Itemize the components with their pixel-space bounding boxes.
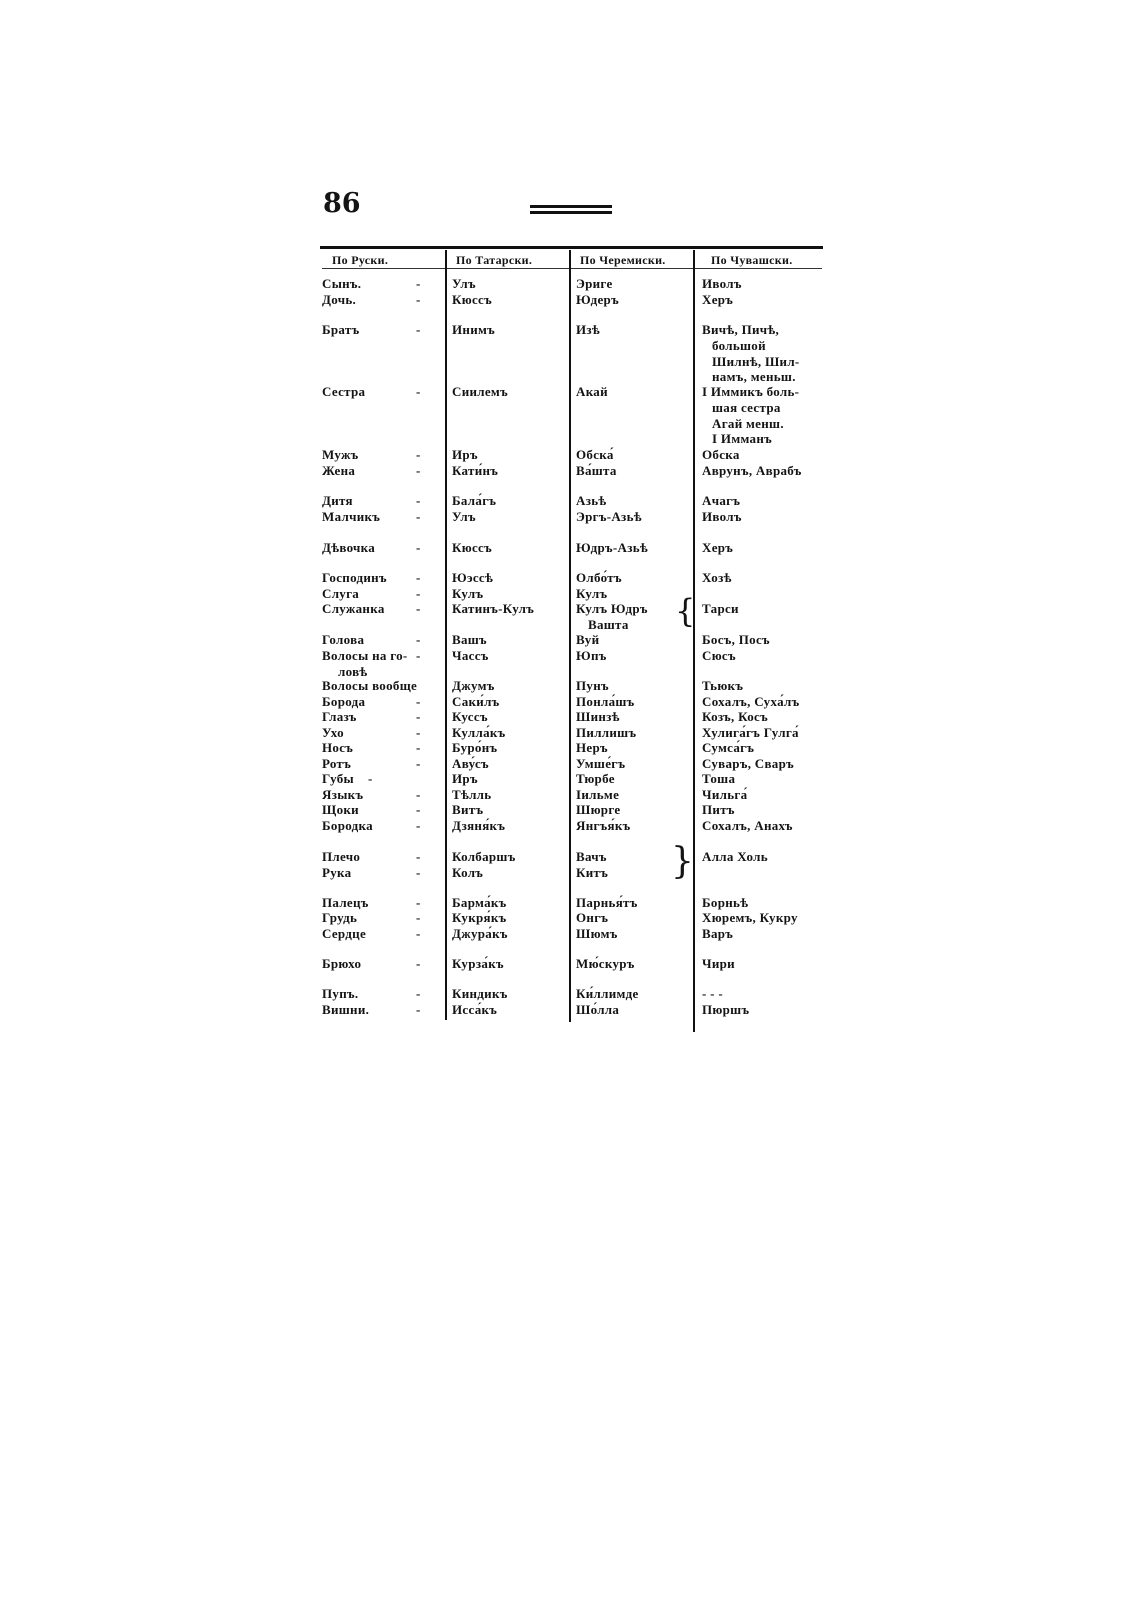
row-4-chuvash-line-4: I Имманъ (712, 431, 773, 447)
row-16-chuvash: Сохалъ, Суха́лъ (702, 694, 800, 709)
row-24-cheremis: Янгъя́къ (576, 818, 631, 833)
row-32-chuvash: Пюршъ (702, 1002, 750, 1017)
row-28-cheremis: Онгъ (576, 910, 609, 925)
row-12-chuvash: Тарси (702, 601, 739, 616)
row-14-chuvash: Сюсъ (702, 648, 736, 663)
row-2-russian: Дочь. (322, 292, 357, 307)
row-27-dash: - (416, 895, 421, 910)
row-3-cheremis: Изѣ (576, 322, 601, 337)
row-16-cheremis: Понла́шъ (576, 694, 635, 709)
row-24-dash: - (416, 818, 421, 833)
row-8-chuvash: Иволъ (702, 509, 742, 524)
row-6-tatar: Кати́нъ (452, 463, 499, 478)
row-1-chuvash: Иволъ (702, 276, 742, 291)
row-25-cheremis: Вачъ (576, 849, 607, 864)
row-27-russian: Палецъ (322, 895, 369, 910)
row-26-cheremis: Китъ (576, 865, 609, 880)
row-23-dash: - (416, 802, 421, 817)
row-22-tatar: Тѣлль (452, 787, 492, 802)
row-28-tatar: Кукря́къ (452, 910, 507, 925)
row-20-cheremis: Умше́гъ (576, 756, 626, 771)
row-32-dash: - (416, 1002, 421, 1017)
row-31-dash: - (416, 986, 421, 1001)
row-30-dash: - (416, 956, 421, 971)
row-22-dash: - (416, 787, 421, 802)
row-21-russian: Губы (322, 771, 354, 786)
header-ornament-line-bottom (530, 211, 612, 214)
row-14-dash: - (416, 648, 421, 663)
row-31-chuvash: - - - (702, 986, 723, 1001)
row-13-dash: - (416, 632, 421, 647)
row-9-tatar: Кюссъ (452, 540, 492, 555)
row-17-cheremis: Шинзѣ (576, 709, 620, 724)
row-10-dash: - (416, 570, 421, 585)
row-31-tatar: Киндикъ (452, 986, 508, 1001)
row-18-dash: - (416, 725, 421, 740)
row-15-cheremis: Пунъ (576, 678, 609, 693)
row-4-dash: - (416, 384, 421, 399)
page-number: 86 (323, 188, 361, 219)
row-14-russian-line-1: Волосы на го- (322, 648, 408, 663)
row-12-cheremis-line-2: Вашта (588, 616, 629, 632)
row-3-chuvash-line-2: большой (712, 337, 766, 353)
row-14-cheremis: Юпъ (576, 648, 607, 663)
row-21-cheremis: Тюрбе (576, 771, 615, 786)
row-32-cheremis: Шо́лла (576, 1002, 620, 1017)
row-8-russian: Малчикъ (322, 509, 381, 524)
row-26-russian: Рука (322, 865, 352, 880)
row-5-cheremis: Обска́ (576, 447, 614, 462)
row-21-tatar: Иръ (452, 771, 478, 786)
row-2-chuvash: Херъ (702, 292, 734, 307)
row-29-cheremis: Шюмъ (576, 926, 618, 941)
row-18-russian: Ухо (322, 725, 344, 740)
row-8-tatar: Улъ (452, 509, 476, 524)
row-3-chuvash-line-3: Шилнѣ, Шил- (712, 353, 800, 369)
row-29-dash: - (416, 926, 421, 941)
row-15-tatar: Джумъ (452, 678, 495, 693)
row-30-chuvash: Чири (702, 956, 735, 971)
row-11-cheremis: Кулъ (576, 586, 608, 601)
row-7-tatar: Бала́гъ (452, 493, 497, 508)
row-2-dash: - (416, 292, 421, 307)
row-4-russian: Сестра (322, 384, 366, 399)
row-16-tatar: Саки́лъ (452, 694, 500, 709)
row-26-tatar: Колъ (452, 865, 484, 880)
servant-group-brace: { (675, 592, 696, 630)
row-26-dash: - (416, 865, 421, 880)
row-10-russian: Господинъ (322, 570, 387, 585)
row-12-cheremis-line-1: Кулъ Юдръ (576, 601, 648, 616)
column-header-chuvash: По Чувашски. (711, 253, 793, 267)
row-7-russian: Дитя (322, 493, 353, 508)
row-11-russian: Слуга (322, 586, 360, 601)
row-7-cheremis: Азьѣ (576, 493, 607, 508)
row-28-russian: Грудь (322, 910, 358, 925)
row-29-russian: Сердце (322, 926, 367, 941)
row-30-tatar: Курза́къ (452, 956, 504, 971)
row-30-russian: Брюхо (322, 956, 362, 971)
row-1-russian: Сынъ. (322, 276, 362, 291)
row-20-dash: - (416, 756, 421, 771)
row-3-tatar: Инимъ (452, 322, 496, 337)
row-1-dash: - (416, 276, 421, 291)
row-29-tatar: Джура́къ (452, 926, 508, 941)
row-28-chuvash: Хюремъ, Кукру (702, 910, 798, 925)
row-19-dash: - (416, 740, 421, 755)
row-10-tatar: Юэссѣ (452, 570, 494, 585)
row-32-tatar: Исса́къ (452, 1002, 498, 1017)
row-31-cheremis: Ки́ллимде (576, 986, 639, 1001)
row-27-chuvash: Борньѣ (702, 895, 749, 910)
row-23-tatar: Витъ (452, 802, 484, 817)
row-5-chuvash: Обска (702, 447, 740, 462)
row-22-cheremis: Іильме (576, 787, 620, 802)
row-3-russian: Братъ (322, 322, 360, 337)
row-6-russian: Жена (322, 463, 356, 478)
row-4-cheremis: Акай (576, 384, 608, 399)
row-9-chuvash: Херъ (702, 540, 734, 555)
table-top-rule (320, 246, 823, 249)
column-divider-3 (693, 250, 695, 1032)
row-18-chuvash: Хулига́гъ Гулга́ (702, 725, 799, 740)
row-1-tatar: Улъ (452, 276, 476, 291)
row-15-chuvash: Тьюкъ (702, 678, 744, 693)
row-24-chuvash: Сохалъ, Анахъ (702, 818, 793, 833)
row-30-cheremis: Мю́скуръ (576, 956, 635, 971)
row-28-dash: - (416, 910, 421, 925)
row-6-dash: - (416, 463, 421, 478)
column-divider-2 (569, 250, 571, 1022)
row-18-cheremis: Пиллишъ (576, 725, 637, 740)
row-32-russian: Вишни. (322, 1002, 370, 1017)
row-13-tatar: Вашъ (452, 632, 487, 647)
row-19-chuvash: Сумса́гъ (702, 740, 755, 755)
row-23-cheremis: Шюрге (576, 802, 621, 817)
row-3-chuvash-line-4: намъ, меньш. (712, 369, 796, 385)
row-7-chuvash: Ачагъ (702, 493, 741, 508)
row-20-tatar: Аву́съ (452, 756, 489, 771)
row-9-cheremis: Юдръ-Азьѣ (576, 540, 649, 555)
row-9-dash: - (416, 540, 421, 555)
row-2-cheremis: Юдеръ (576, 292, 619, 307)
row-25-russian: Плечо (322, 849, 361, 864)
row-8-dash: - (416, 509, 421, 524)
row-16-russian: Борода (322, 694, 366, 709)
row-7-dash: - (416, 493, 421, 508)
row-6-chuvash: Аврунъ, Аврабъ (702, 463, 802, 478)
column-header-russian: По Руски. (332, 253, 389, 267)
row-25-chuvash: Алла Холь (702, 849, 768, 864)
row-9-russian: Дѣвочка (322, 540, 376, 555)
row-13-russian: Голова (322, 632, 365, 647)
row-21-chuvash: Тоша (702, 771, 736, 786)
row-4-chuvash-line-2: шая сестра (712, 399, 781, 415)
row-23-russian: Щоки (322, 802, 359, 817)
row-25-tatar: Колбаршъ (452, 849, 516, 864)
row-27-tatar: Барма́къ (452, 895, 507, 910)
row-10-cheremis: Олбо́тъ (576, 570, 622, 585)
row-31-russian: Пупъ. (322, 986, 359, 1001)
row-22-russian: Языкъ (322, 787, 364, 802)
row-3-dash: - (416, 322, 421, 337)
row-20-chuvash: Суваръ, Сваръ (702, 756, 795, 771)
row-1-cheremis: Эриге (576, 276, 613, 291)
row-5-tatar: Иръ (452, 447, 478, 462)
row-20-russian: Ротъ (322, 756, 352, 771)
row-17-chuvash: Козъ, Косъ (702, 709, 768, 724)
row-4-tatar: Сиилемъ (452, 384, 508, 399)
row-23-chuvash: Питъ (702, 802, 735, 817)
row-18-tatar: Кулла́къ (452, 725, 506, 740)
row-27-cheremis: Парнья́тъ (576, 895, 638, 910)
row-3-chuvash-line-1: Вичѣ, Пичѣ, (702, 322, 780, 337)
column-header-tatar: По Татарски. (456, 253, 533, 267)
row-17-tatar: Куссъ (452, 709, 488, 724)
row-14-tatar: Чассъ (452, 648, 489, 663)
row-15-russian: Волосы вообще (322, 678, 418, 693)
row-8-cheremis: Эргъ-Азьѣ (576, 509, 642, 524)
row-5-dash: - (416, 447, 421, 462)
row-11-dash: - (416, 586, 421, 601)
row-12-russian: Служанка (322, 601, 385, 616)
row-13-chuvash: Босъ, Посъ (702, 632, 770, 647)
column-header-cheremis: По Черемиски. (580, 253, 666, 267)
row-2-tatar: Кюссъ (452, 292, 492, 307)
row-16-dash: - (416, 694, 421, 709)
row-19-tatar: Буро́нъ (452, 740, 498, 755)
column-divider-1 (445, 250, 447, 1020)
row-4-chuvash-line-1: I Иммикъ боль- (702, 384, 800, 399)
row-19-cheremis: Неръ (576, 740, 608, 755)
row-10-chuvash: Хозѣ (702, 570, 732, 585)
row-12-tatar: Катинъ-Кулъ (452, 601, 535, 616)
row-12-dash: - (416, 601, 421, 616)
row-17-russian: Глазъ (322, 709, 357, 724)
header-ornament-line-top (530, 205, 612, 208)
row-29-chuvash: Варъ (702, 926, 734, 941)
row-22-chuvash: Чильга́ (702, 787, 748, 802)
row-24-russian: Бородка (322, 818, 373, 833)
row-5-russian: Мужъ (322, 447, 359, 462)
row-14-russian-line-2: ловѣ (338, 663, 368, 679)
row-24-tatar: Дзяня́къ (452, 818, 506, 833)
row-25-dash: - (416, 849, 421, 864)
row-13-cheremis: Вуй (576, 632, 600, 647)
row-17-dash: - (416, 709, 421, 724)
row-6-cheremis: Ва́шта (576, 463, 617, 478)
row-4-chuvash-line-3: Агай менш. (712, 415, 784, 431)
row-19-russian: Носъ (322, 740, 354, 755)
row-11-tatar: Кулъ (452, 586, 484, 601)
arm-group-brace: } (671, 841, 694, 882)
row-21-dash: - (368, 771, 373, 786)
table-header-rule (322, 268, 822, 269)
